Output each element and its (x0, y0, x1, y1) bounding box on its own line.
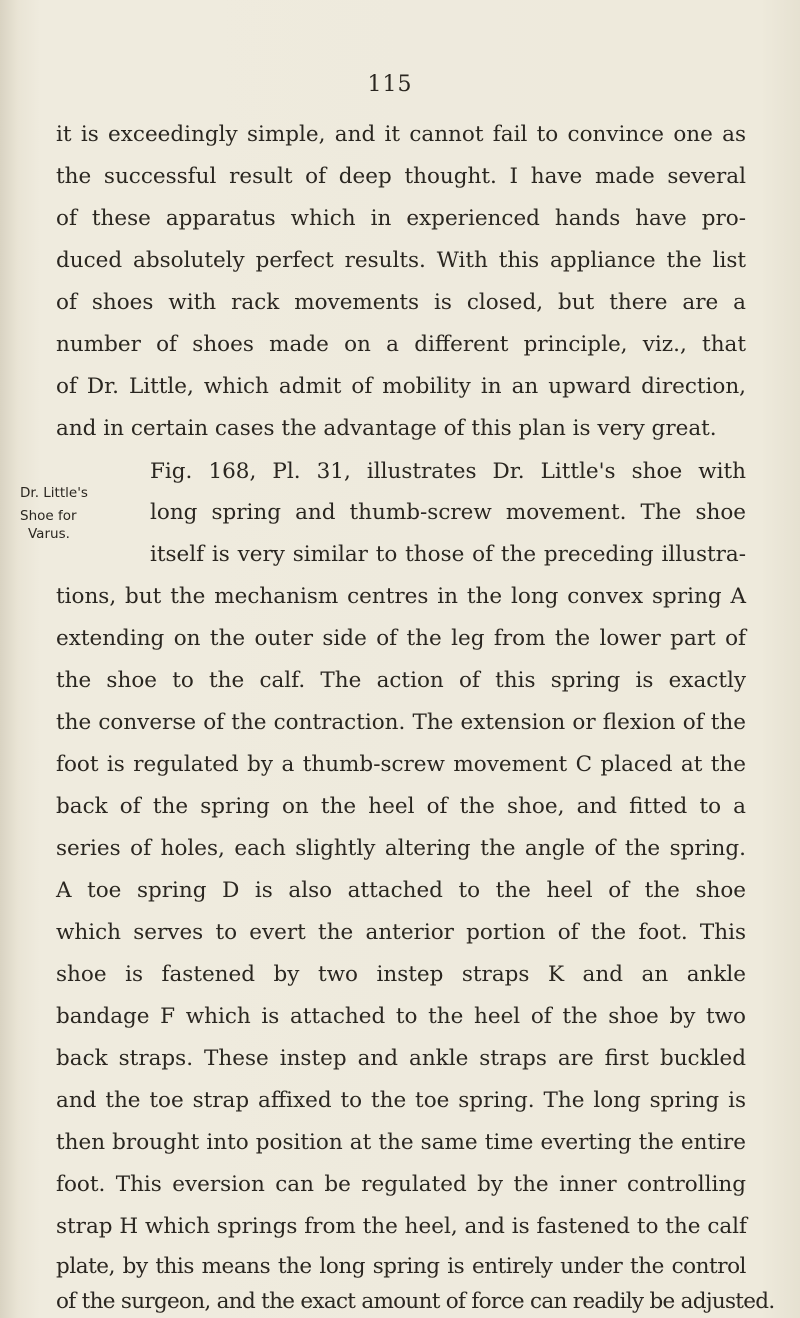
text-line: which serves to evert the anterior portion of the foot. This (56, 920, 746, 945)
text-line: itself is very similar to those of the preceding illustra- (150, 542, 746, 567)
text-line: the shoe to the calf. The action of this spring is exactly (56, 668, 746, 693)
text-line: long spring and thumb-screw movement. The shoe (150, 500, 746, 525)
text-line: the converse of the contraction. The extension or flexion of the (56, 710, 746, 735)
text-line: strap H which springs from the heel, and is fastened to the calf (56, 1214, 748, 1239)
text-line: of the surgeon, and the exact amount of force can readily be adjusted. (56, 1289, 775, 1314)
text-line: extending on the outer side of the leg from the lower part of (56, 626, 746, 651)
text-line: duced absolutely perfect results. With this appliance the list (56, 248, 746, 273)
text-line: it is exceedingly simple, and it cannot fail to convince one as (56, 122, 746, 147)
margin-note-line: Shoe for (20, 508, 77, 524)
margin-note-line: Dr. Little's (20, 485, 88, 501)
text-line: back straps. These instep and ankle straps are first buckled (56, 1046, 746, 1071)
text-line: foot. This eversion can be regulated by the inner controlling (56, 1172, 746, 1197)
page-number: 115 (367, 72, 413, 97)
text-line: foot is regulated by a thumb-screw movement C placed at the (56, 752, 746, 777)
text-line: the successful result of deep thought. I have made several (56, 164, 746, 189)
text-line: and the toe strap affixed to the toe spring. The long spring is (56, 1088, 746, 1113)
text-line: Fig. 168, Pl. 31, illustrates Dr. Little's shoe with (150, 459, 746, 484)
text-line: then brought into position at the same time everting the entire (56, 1130, 746, 1155)
margin-note-line: Varus. (28, 526, 70, 542)
text-line: tions, but the mechanism centres in the long convex spring A (56, 584, 746, 609)
text-line: bandage F which is attached to the heel of the shoe by two (56, 1004, 746, 1029)
text-line: series of holes, each slightly altering the angle of the spring. (56, 836, 746, 861)
text-line: of shoes with rack movements is closed, but there are a (56, 290, 746, 315)
text-line: of these apparatus which in experienced hands have pro- (56, 206, 746, 231)
text-line: number of shoes made on a different principle, viz., that (56, 332, 746, 357)
text-line: A toe spring D is also attached to the heel of the shoe (56, 878, 746, 903)
text-line: back of the spring on the heel of the shoe, and fitted to a (56, 794, 746, 819)
text-line: plate, by this means the long spring is entirely under the control (56, 1254, 746, 1279)
text-line: shoe is fastened by two instep straps K and an ankle (56, 962, 746, 987)
text-line: and in certain cases the advantage of this plan is very great. (56, 416, 717, 441)
text-line: of Dr. Little, which admit of mobility in an upward direction, (56, 374, 746, 399)
